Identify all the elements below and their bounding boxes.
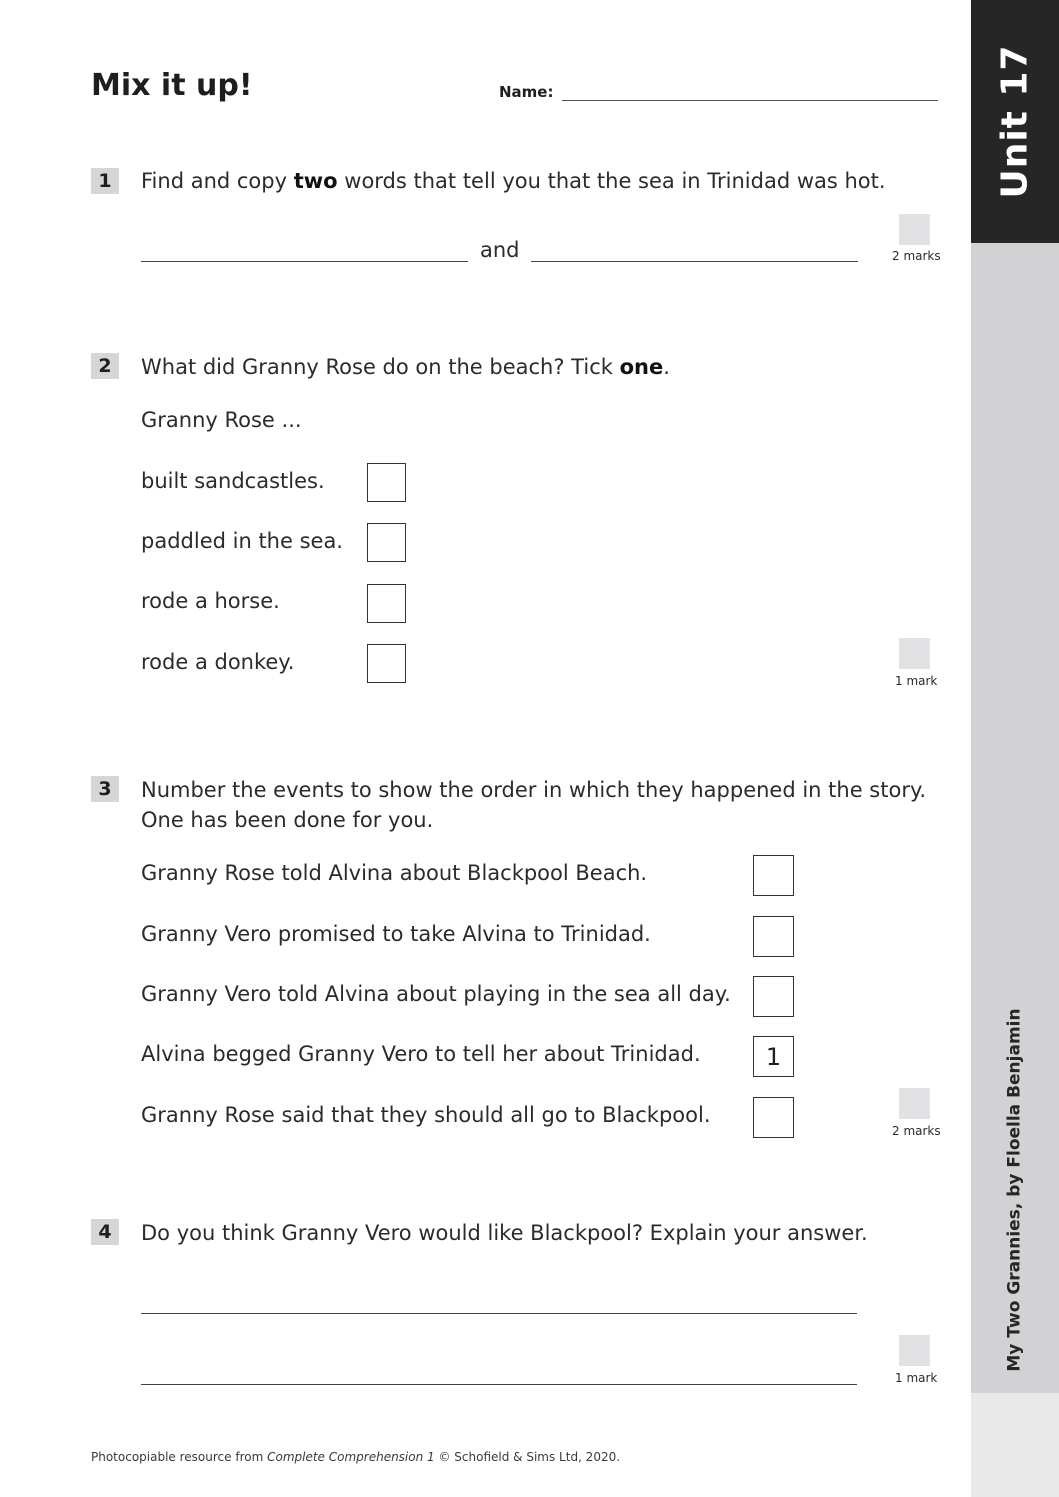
tick-box[interactable] bbox=[367, 584, 406, 623]
tick-box[interactable] bbox=[367, 523, 406, 562]
option-label: built sandcastles. bbox=[141, 469, 325, 493]
question-text-part: What did Granny Rose do on the beach? Tick bbox=[141, 355, 620, 379]
marks-label: 1 mark bbox=[895, 674, 938, 688]
mark-box bbox=[899, 638, 930, 669]
tick-box[interactable] bbox=[367, 463, 406, 502]
question-number: 4 bbox=[91, 1219, 119, 1245]
answer-line[interactable] bbox=[141, 261, 468, 262]
order-box[interactable] bbox=[753, 916, 794, 957]
option-label: rode a horse. bbox=[141, 589, 280, 613]
mark-box bbox=[899, 1088, 930, 1119]
event-text: Granny Rose said that they should all go to Blackpool. bbox=[141, 1103, 711, 1127]
question-text bbox=[141, 352, 670, 382]
question-text: Number the events to show the order in which they happened in the story. bbox=[141, 778, 927, 802]
question-text: Do you think Granny Vero would like Blackpool? Explain your answer. bbox=[141, 1221, 868, 1245]
question-text-part: words that tell you that the sea in Trinidad was hot. bbox=[337, 169, 886, 193]
question-text-part: Find and copy bbox=[141, 169, 294, 193]
question-number: 3 bbox=[91, 776, 119, 802]
question-text-bold: one bbox=[619, 355, 664, 379]
tick-box[interactable] bbox=[367, 644, 406, 683]
page-title: Mix it up! bbox=[91, 68, 253, 103]
order-box[interactable] bbox=[753, 855, 794, 896]
footer-suffix: © Schofield & Sims Ltd, 2020. bbox=[434, 1450, 621, 1464]
order-box[interactable] bbox=[753, 1097, 794, 1138]
book-title-wrap bbox=[971, 1010, 1059, 1370]
question-text bbox=[141, 166, 886, 196]
order-box[interactable]: 1 bbox=[753, 1036, 794, 1077]
footer-book-title: Complete Comprehension 1 bbox=[267, 1450, 435, 1464]
event-text: Granny Vero told Alvina about playing in the sea all day. bbox=[141, 982, 731, 1006]
question-stem: Granny Rose ... bbox=[141, 408, 302, 432]
question-number: 2 bbox=[91, 353, 119, 379]
marks-label: 2 marks bbox=[892, 249, 941, 263]
connector-text: and bbox=[480, 238, 520, 262]
answer-line[interactable] bbox=[141, 1384, 857, 1385]
question-number: 1 bbox=[91, 168, 119, 194]
event-text: Granny Rose told Alvina about Blackpool Beach. bbox=[141, 861, 648, 885]
footer-prefix: Photocopiable resource from bbox=[91, 1450, 268, 1464]
book-title: My Two Grannies, by Floella Benjamin bbox=[1005, 1008, 1025, 1372]
event-text: Alvina begged Granny Vero to tell her about Trinidad. bbox=[141, 1042, 701, 1066]
answer-line[interactable] bbox=[141, 1313, 857, 1314]
question-text-part: . bbox=[663, 355, 670, 379]
unit-label: Unit 17 bbox=[994, 44, 1036, 199]
marks-label: 1 mark bbox=[895, 1371, 938, 1385]
mark-box bbox=[899, 214, 930, 245]
marks-label: 2 marks bbox=[892, 1124, 941, 1138]
order-box[interactable] bbox=[753, 976, 794, 1017]
question-text-line2: One has been done for you. bbox=[141, 808, 434, 832]
footer bbox=[91, 1450, 620, 1464]
name-label: Name: bbox=[499, 83, 554, 101]
option-label: rode a donkey. bbox=[141, 650, 295, 674]
option-label: paddled in the sea. bbox=[141, 529, 343, 553]
mark-box bbox=[899, 1335, 930, 1366]
question-text-bold: two bbox=[293, 169, 338, 193]
answer-line[interactable] bbox=[531, 261, 858, 262]
name-field[interactable] bbox=[562, 100, 938, 101]
event-text: Granny Vero promised to take Alvina to Trinidad. bbox=[141, 922, 651, 946]
unit-label-wrap bbox=[971, 0, 1059, 243]
